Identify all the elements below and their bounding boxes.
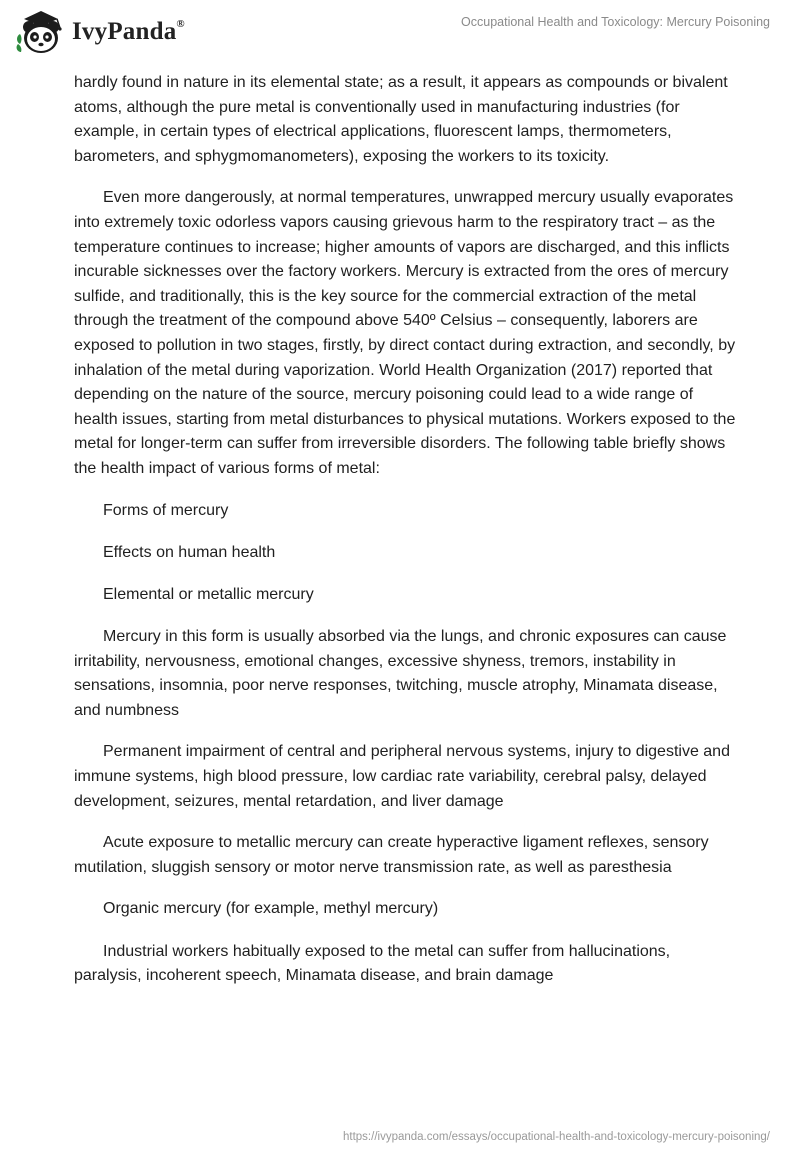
table-effect-organic: Industrial workers habitually exposed to the metal can suffer from hallucinations, paralysis, incoherent speech, Minamata disease, and brain damage	[74, 942, 671, 985]
paragraph-intro-continuation: hardly found in nature in its elemental state; as a result, it appears as compounds or bivalent atoms, although the pure metal is conventionally used in manufacturing industries (for example, in certain types of electrical applications, fluorescent lamps, thermometers, barometers, and sphygmomanometers), exposing the workers to its toxicity.	[74, 74, 728, 165]
table-effect-acute: Acute exposure to metallic mercury can create hyperactive ligament reflexes, sensory mutilation, sluggish sensory or motor nerve transmission rate, as well as paresthesia	[74, 834, 709, 876]
registered-mark: ®	[176, 17, 185, 30]
table-form-organic: Organic mercury (for example, methyl mercury)	[103, 900, 439, 918]
paragraph-vapors: Even more dangerously, at normal temperatures, unwrapped mercury usually evaporates into extremely toxic odorless vapors causing grievous harm to the respiratory tract – as the temperature continues to increase; higher amounts of vapors are discharged, and this inflicts incurable sicknesses over the factory workers. Mercury is extracted from the ores of mercury sulfide, and traditionally, this is the key source for the commercial extraction of the metal through the treatment of the compound above 540º Celsius – consequently, laborers are exposed to pollution in two stages, firstly, by direct contact during extraction, and secondly, by inhalation of the metal during vaporization. World Health Organization (2017) reported that depending on the nature of the source, mercury poisoning could lead to a wide range of health issues, starting from metal disturbances to physical mutations. Workers exposed to the metal for longer-term can suffer from irreversible disorders. The following table briefly shows the health impact of various forms of metal:	[74, 189, 736, 477]
page-header	[0, 0, 800, 64]
table-effect-elemental-chronic: Mercury in this form is usually absorbed via the lungs, and chronic exposures can cause irritability, nervousness, emotional changes, excessive shyness, tremors, instability in sensations, insomnia, poor nerve responses, twitching, muscle atrophy, Minamata disease, and numbness	[74, 628, 727, 719]
table-form-elemental: Elemental or metallic mercury	[103, 585, 314, 603]
panda-graduate-icon	[14, 6, 68, 58]
table-header-forms: Forms of mercury	[103, 501, 229, 519]
table-header-effects: Effects on human health	[103, 543, 276, 561]
source-url-link[interactable]: https://ivypanda.com/essays/occupational-health-and-toxicology-mercury-poisoning/	[343, 1131, 770, 1143]
essay-body	[74, 71, 738, 1006]
document-title: Occupational Health and Toxicology: Mercury Poisoning	[461, 15, 770, 29]
brand-name	[72, 18, 185, 46]
ivypanda-logo[interactable]	[14, 6, 185, 58]
brand-name-text: IvyPanda	[72, 18, 177, 45]
table-effect-impairment: Permanent impairment of central and peripheral nervous systems, injury to digestive and immune systems, high blood pressure, low cardiac rate variability, cerebral palsy, delayed development, seizures, mental retardation, and liver damage	[74, 743, 730, 810]
